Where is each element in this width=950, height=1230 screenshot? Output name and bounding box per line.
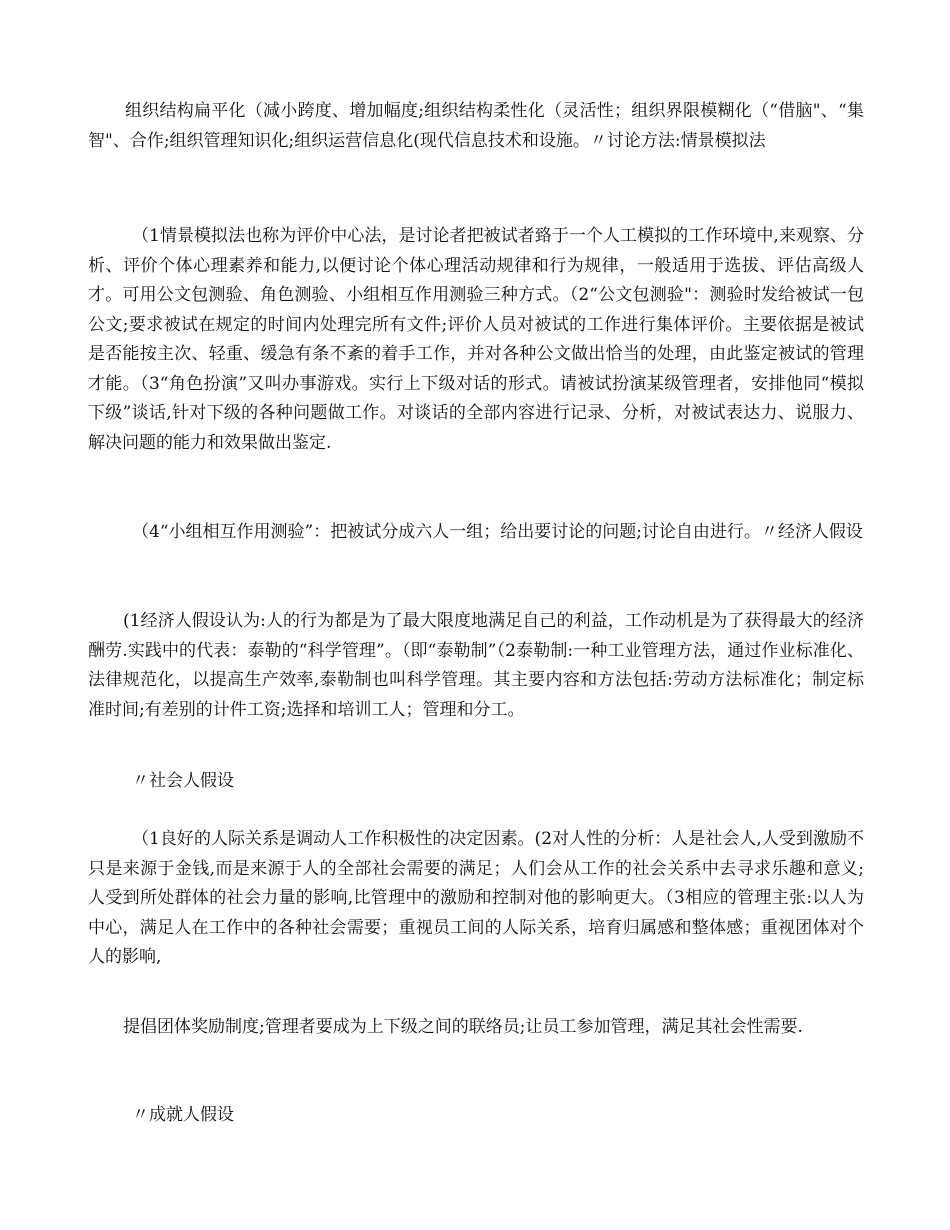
paragraph-social-man: （1良好的人际关系是调动人工作积极性的决定因素。(2对人性的分析：人是社会人,人受到激励不只是来源于金钱,而是来源于人的全部社会需要的满足；人们会从工作的社会关系中去寻求乐趣和意义;人受到所处群体的社会力量的影响,比管理中的激励和控制对他的影响更大。（3相应的管理主张:以人为中心，满足人在工作中的各种社会需要；重视员工间的人际关系，培育归属感和整体感；重视团体对个人的影响, xyxy=(88,829,864,967)
paragraph-economic-man: (1经济人假设认为:人的行为都是为了最大限度地满足自己的利益，工作动机是为了获得最大的经济酬劳.实践中的代表：泰勒的“科学管理”。（即“泰勒制”（2泰勒制:一种工业管理方法，通过作业标准化、法律规范化，以提高生产效率,泰勒制也叫科学管理。其主要内容和方法包括:劳动方法标准化；制定标准时间;有差别的计件工资;选择和培训工人；管理和分工。 xyxy=(88,611,864,720)
heading-achievement-man: 〃成就人假设 xyxy=(132,1105,234,1125)
paragraph-team-rewards: 提倡团体奖励制度;管理者要成为上下级之间的联络员;让员工参加管理，满足其社会性需要. xyxy=(123,1017,803,1037)
heading-social-man: 〃社会人假设 xyxy=(132,771,234,791)
paragraph-scenario-simulation: （1情景模拟法也称为评价中心法，是讨论者把被试者臵于一个人工模拟的工作环境中,来观察、分析、评价个体心理素养和能力,以便讨论个体心理活动规律和行为规律，一般适用于选拔、评估高级人才。可用公文包测验、角色测验、小组相互作用测验三种方式。（2“公文包测验"：测验时发给被试一包公文;要求被试在规定的时间内处理完所有文件;评价人员对被试的工作进行集体评价。主要依据是被试是否能按主次、轻重、缓急有条不紊的着手工作，并对各种公文做出恰当的处理，由此鉴定被试的管理才能。（3“角色扮演”又叫办事游戏。实行上下级对话的形式。请被试扮演某级管理者，安排他同“模拟下级”谈话,针对下级的各种问题做工作。对谈话的全部内容进行记录、分析，对被试表达力、说服力、解决问题的能力和效果做出鉴定. xyxy=(88,226,864,453)
paragraph-group-interaction-test: （4“小组相互作用测验”：把被试分成六人一组；给出要讨论的问题;讨论自由进行。〃经济人假设 xyxy=(132,522,863,542)
paragraph-org-structure: 组织结构扁平化（减小跨度、增加幅度;组织结构柔性化（灵活性；组织界限模糊化（“借脑"、“集智"、合作;组织管理知识化;组织运营信息化(现代信息技术和设施。〃讨论方法:情景模拟法 xyxy=(88,101,864,151)
